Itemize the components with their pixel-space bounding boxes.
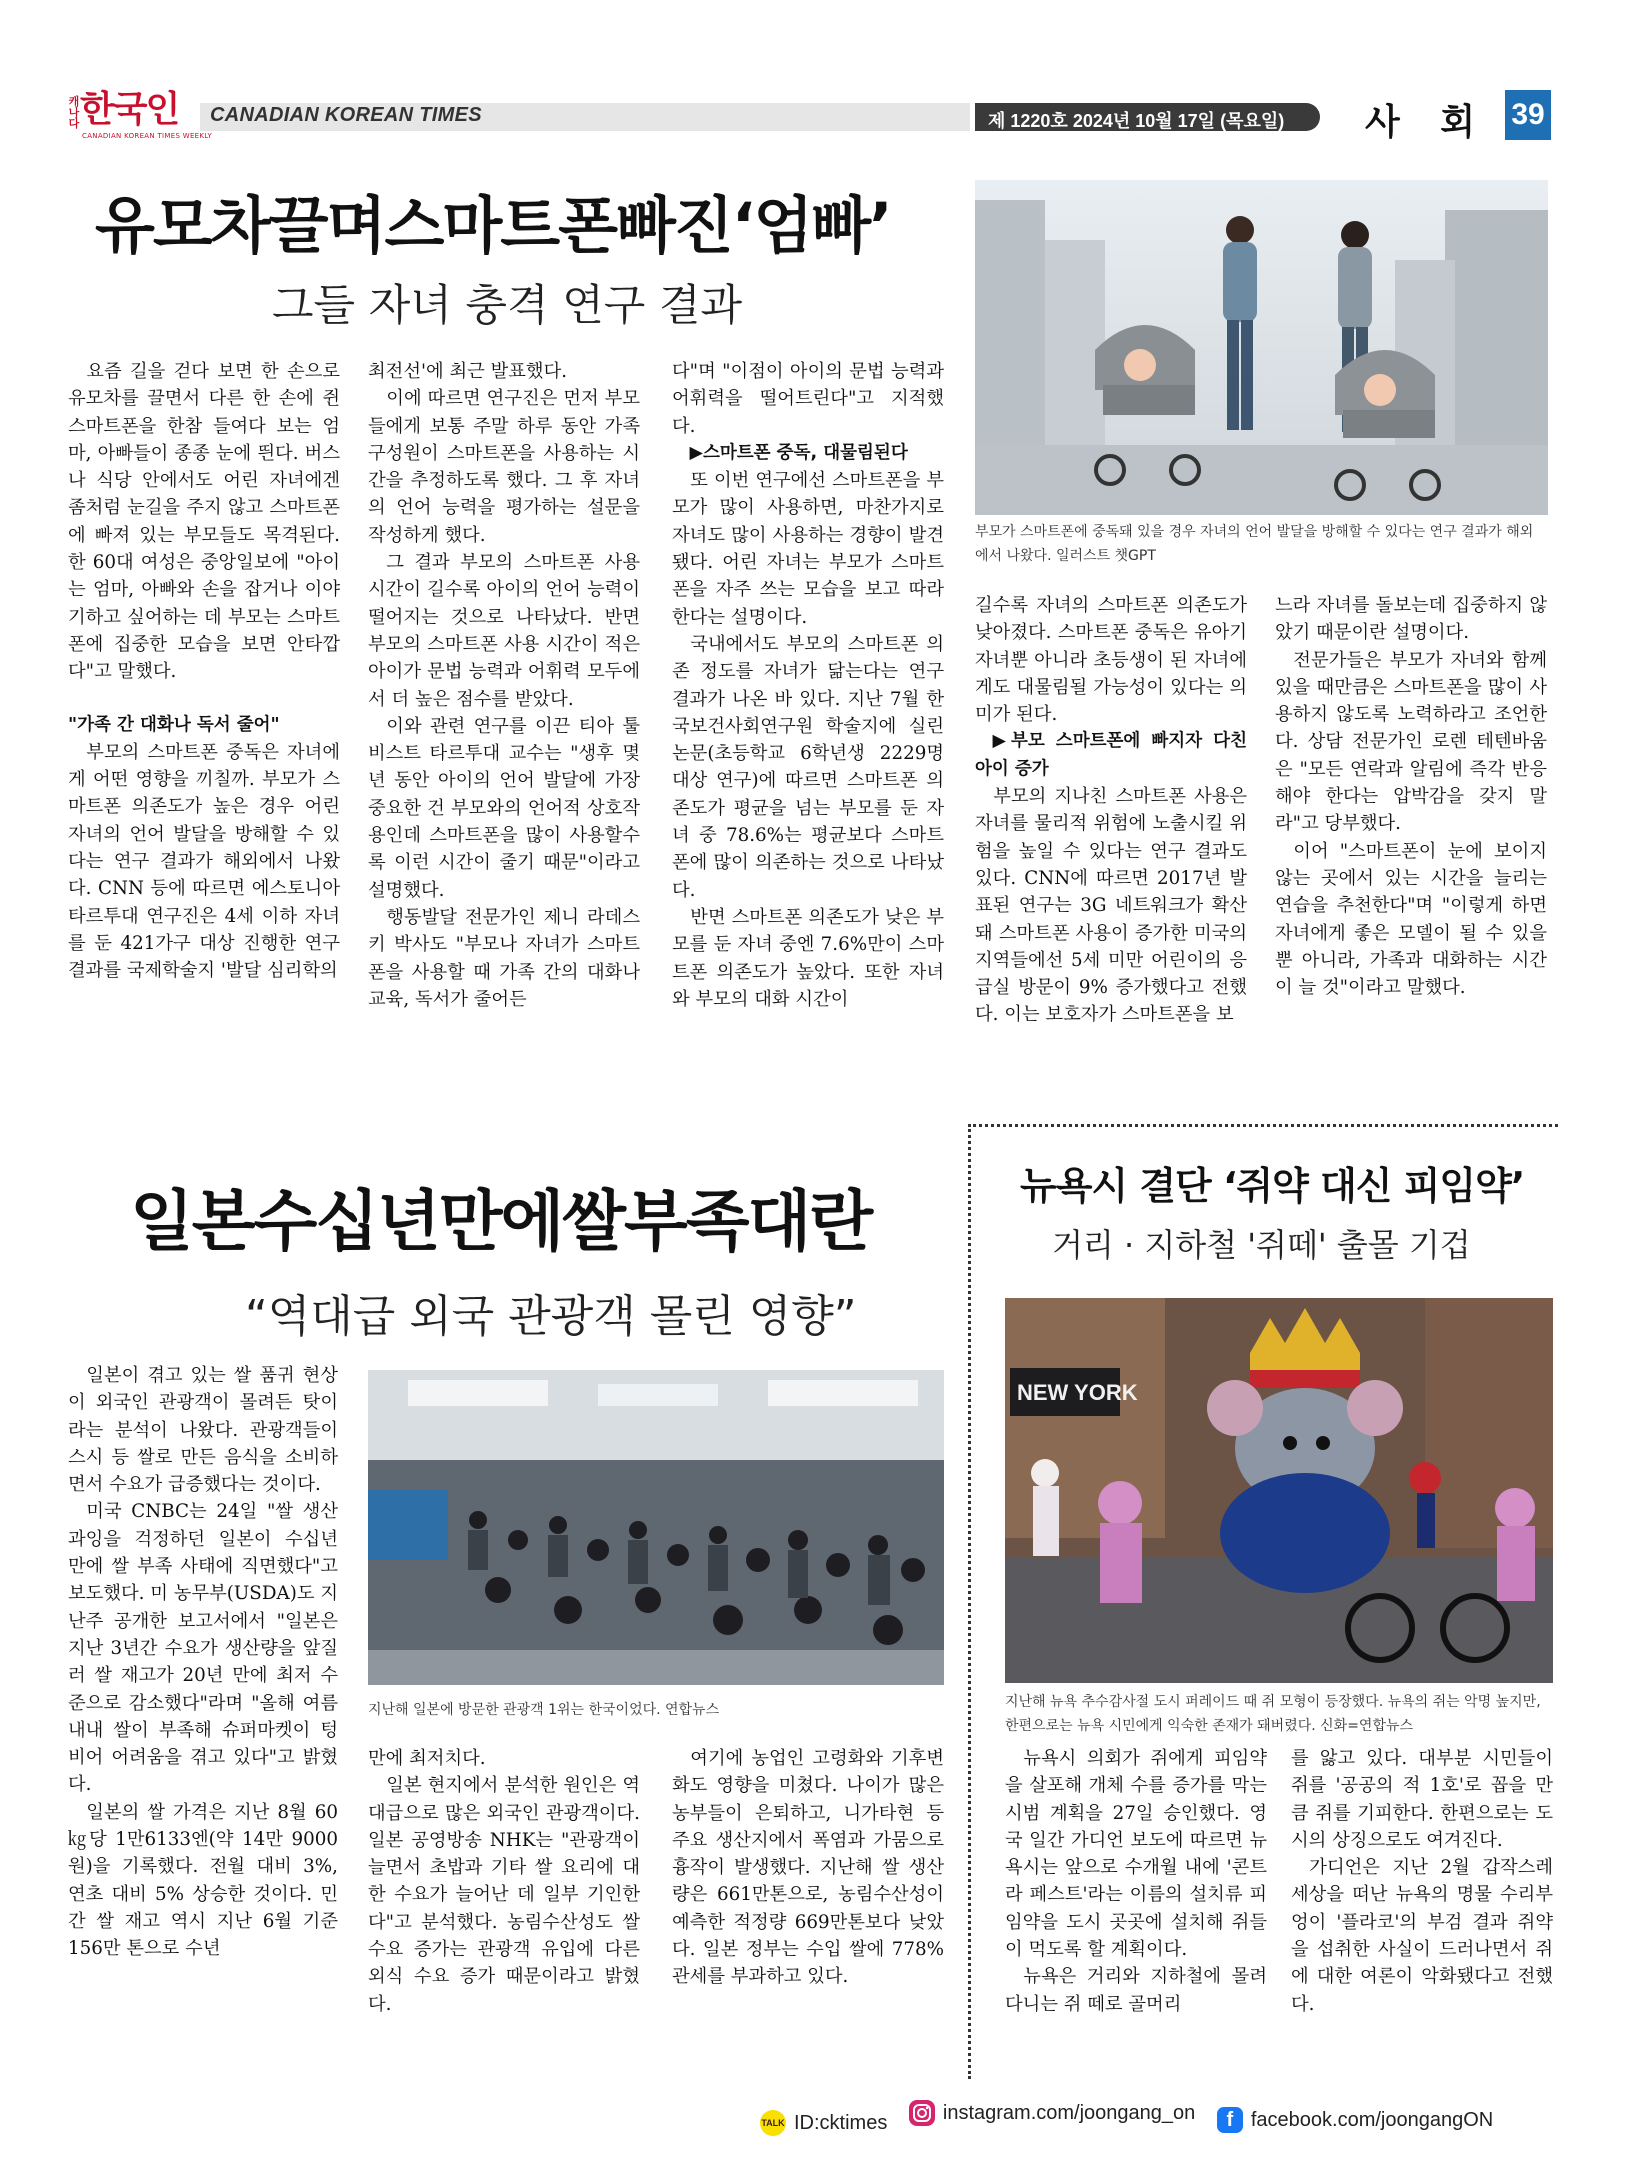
paragraph: 뉴욕시 의회가 쥐에게 피임약을 살포해 개체 수를 증가를 막는 시범 계획을 27일 승인했다. 영국 일간 가디언 보도에 따르면 뉴욕시는 앞으로 수개월 내에 '콘트라 페스트'라는 이름의 설치류 피임약을 도시 곳곳에 설치해 쥐들이 먹도록 할 계획이다. [1005,1748,1267,1961]
paragraph: 이어 "스마트폰이 눈에 보이지 않는 곳에서 있는 시간을 늘리는 연습을 추천한다"며 "이렇게 하면 자녀에게 좋은 모델이 될 수 있을 뿐 아니라, 가족과 대화하는 시간이 늘 것"이라고 말했다. [1275,840,1547,999]
paragraph: 국내에서도 부모의 스마트폰 의존 정도를 자녀가 닮는다는 연구 결과가 나온 바 있다. 지난 7월 한국보건사회연구원 학술지에 실린 논문(초등학교 6학년생 2229명 대상 연구)에 따르면 스마트폰 의존도가 평균을 넘는 부모를 둔 자녀 중 78.6%는 평균보다 스마트폰에 많이 의존하는 것으로 나타났다. [672,633,944,901]
paragraph: 가디언은 지난 2월 갑작스레 세상을 떠난 뉴욕의 명물 수리부엉이 '플라코'의 부검 결과 쥐약을 섭취한 사실이 드러나면서 쥐에 대한 여론이 악화됐다고 전했다. [1291,1857,1553,2015]
paragraph: 부모의 스마트폰 중독은 자녀에게 어떤 영향을 끼칠까. 부모가 스마트폰 의존도가 높은 경우 어린 자녀의 언어 발달을 방해할 수 있다는 연구 결과가 해외에서 나왔다. CNN 등에 따르면 에스토니아 타르투대 연구진은 4세 이하 자녀를 둔 421가구 대상 진행한 연구 결과를 국제학술지 '발달 심리학의 [68,741,340,982]
kakao-link[interactable] [760,2110,887,2136]
article1-illustration [975,180,1548,515]
article1-column-2 [368,358,640,1013]
article1-subheading-1: "가족 간 대화나 독서 줄어" [68,714,280,735]
kakao-id: ID:cktimes [794,2111,888,2134]
airport-crowd-photo [368,1370,944,1685]
article3-image-caption: 지난해 뉴욕 추수감사절 도시 퍼레이드 때 쥐 모형이 등장했다. 뉴욕의 쥐는 악명 높지만, 한편으로는 뉴욕 시민에게 익숙한 존재가 돼버렸다. 신화=연합뉴스 [1005,1694,1541,1734]
instagram-link[interactable] [909,2100,1195,2126]
article1-image-caption: 부모가 스마트폰에 중독돼 있을 경우 자녀의 언어 발달을 방해할 수 있다는 연구 결과가 해외에서 나왔다. 일러스트 챗GPT [975,524,1534,564]
instagram-icon [909,2100,935,2126]
article1-subheading-2: ▶스마트폰 중독, 대물림된다 [689,442,908,463]
article1-column-3 [672,358,944,1013]
article2-column-2 [368,1745,640,2018]
article1-column-4 [975,592,1247,1029]
paragraph: 여기에 농업인 고령화와 기후변화도 영향을 미쳤다. 나이가 많은 농부들이 은퇴하고, 니가타현 등 주요 생산지에서 폭염과 가뭄으로 흉작이 발생했다. 지난해 쌀 생산량은 661만톤으로, 농림수산성이 예측한 적정량 669만톤보다 낮았다. 일본 정부는 수입 쌀에 778% 관세를 부과하고 있다. [672,1748,944,1988]
paragraph: 느라 자녀를 돌보는데 집중하지 않았기 때문이란 설명이다. [1275,595,1547,644]
paragraph: 뉴욕은 거리와 지하철에 몰려다니는 쥐 떼로 골머리 [1005,1966,1267,2015]
paragraph: 부모의 지나친 스마트폰 사용은 자녀를 물리적 위험에 노출시킬 위험을 높일 수 있다는 연구 결과도 있다. CNN에 따르면 2017년 발표된 연구는 3G 네트워크가 확산돼 스마트폰 사용이 증가한 미국의 지역들에선 5세 미만 어린이의 응급실 방문이 9% 증가했다고 전했다. 이는 보호자가 스마트폰을 보 [975,786,1247,1026]
article1-column-5 [1275,592,1547,1001]
logo-main-text: 한국인 [80,89,179,130]
issue-date: 제 1220호 2024년 10월 17일 (목요일) [988,111,1285,131]
paragraph: 일본의 쌀 가격은 지난 8월 60㎏당 1만6133엔(약 14만 9000원)을 기록했다. 전월 대비 3%, 연초 대비 5% 상승한 것이다. 민간 쌀 재고 역시 지난 6월 기준 156만 톤으로 수년 [68,1801,338,1960]
paragraph: 를 앓고 있다. 대부분 시민들이 쥐를 '공공의 적 1호'로 꼽을 만큼 쥐를 기피한다. 한편으로는 도시의 상징으로도 여겨진다. [1291,1748,1553,1851]
social-footer [760,2100,1509,2136]
paragraph: 행동발달 전문가인 제니 라데스키 박사도 "부모나 자녀가 스마트폰을 사용할 때 가족 간의 대화나 교육, 독서가 줄어든 [368,906,640,1010]
article1-column-1 [68,358,340,985]
parents-strollers-illustration [975,180,1548,515]
paragraph: 반면 스마트폰 의존도가 낮은 부모를 둔 자녀 중엔 7.6%만이 스마트폰 의존도가 높았다. 또한 자녀와 부모의 대화 시간이 [672,906,944,1010]
section-name: 사 회 [1365,101,1490,143]
article3-subhead: 거리 · 지하철 '쥐떼' 출몰 기겁 [1052,1226,1471,1264]
paragraph: 미국 CNBC는 24일 "쌀 생산 과잉을 걱정하던 일본이 수십년 만에 쌀 부족 사태에 직면했다"고 보도했다. 미 농무부(USDA)도 지난주 공개한 보고서에서 "일본은 지난 3년간 수요가 생산량을 앞질러 쌀 재고가 20년 만에 최저 수준으로 감소했다"라며 "올해 여름 내내 쌀이 부족해 슈퍼마켓이 텅 비어 어려움을 겪고 있다"고 밝혔다. [68,1501,338,1796]
newspaper-logo [68,89,213,140]
facebook-link[interactable] [1217,2107,1493,2133]
street-sign-text: NEW YORK [1017,1380,1138,1405]
masthead-title: CANADIAN KOREAN TIMES [210,104,482,126]
paragraph: 일본 현지에서 분석한 원인은 역대급으로 많은 외국인 관광객이다. 일본 공영방송 NHK는 "관광객이 늘면서 초밥과 기타 쌀 요리에 대한 수요가 늘어난 데 일부 기인한다"고 분석했다. 농림수산성도 쌀 수요 증가는 관광객 유입에 다른 외식 수요 증가 때문이라고 밝혔다. [368,1775,640,2015]
article1-headline: 유모차끌며스마트폰빠진‘엄빠’ [95,189,891,262]
instagram-handle: instagram.com/joongang_on [942,2101,1196,2124]
article3-column-2 [1291,1745,1553,2018]
article3-headline: 뉴욕시 결단 ‘쥐약 대신 피임약’ [1020,1164,1525,1208]
logo-side-text: 캐나다 [68,95,80,130]
facebook-icon: f [1217,2107,1243,2133]
section-divider-horizontal [968,1124,1558,1127]
article2-photo [368,1370,944,1685]
paragraph: 다"며 "이점이 아이의 문법 능력과 어휘력을 떨어트린다"고 지적했다. [672,361,944,437]
article1-subheading-3: ▶부모 스마트폰에 빠지자 다친 아이 증가 [975,731,1247,779]
article2-subhead: “역대급 외국 관광객 몰린 영향” [245,1291,857,1342]
paragraph: 전문가들은 부모가 자녀와 함께 있을 때만큼은 스마트폰을 많이 사용하지 않도록 노력하라고 조언한다. 상담 전문가인 로렌 테텐바움은 "모든 연락과 알림에 즉각 반응해야 한다는 압박감을 갖지 말라"고 당부했다. [1275,649,1547,835]
article2-column-1 [68,1362,338,1963]
page-number: 39 [1505,90,1551,140]
facebook-handle: facebook.com/joongangON [1250,2108,1494,2131]
logo-sub-text: CANADIAN KOREAN TIMES WEEKLY [82,132,213,140]
paragraph: 이와 관련 연구를 이끈 티아 툴비스트 타르투대 교수는 "생후 몇 년 동안 아이의 언어 발달에 가장 중요한 건 부모와의 언어적 상호작용인데 스마트폰을 많이 사용할수록 이런 시간이 줄기 때문"이라고 설명했다. [368,715,640,901]
paragraph: 길수록 자녀의 스마트폰 의존도가 낮아졌다. 스마트폰 중독은 유아기 자녀뿐 아니라 초등생이 된 자녀에게도 대물림될 가능성이 있다는 의미가 된다. [975,595,1247,726]
article1-subhead: 그들 자녀 충격 연구 결과 [272,281,743,331]
article3-column-1 [1005,1745,1267,2018]
paragraph: 요즘 길을 걷다 보면 한 손으로 유모차를 끌면서 다른 한 손에 쥔 스마트폰을 한참 들여다 보는 엄마, 아빠들이 종종 눈에 띈다. 버스나 식당 안에서도 어린 자녀에겐 좀처럼 눈길을 주지 않고 스마트폰에 빠져 있는 부모들도 목격된다. 한 60대 여성은 중앙일보에 "아이는 엄마, 아빠와 손을 잡거나 이야기하고 싶어하는 데 부모는 스마트폰에 집중한 모습을 보면 안타깝다"고 말했다. [68,361,340,683]
parade-rat-photo [1005,1298,1553,1683]
instagram-glyph [909,2100,935,2126]
section-divider-vertical [968,1124,971,2079]
article2-image-caption: 지난해 일본에 방문한 관광객 1위는 한국이었다. 연합뉴스 [368,1702,720,1718]
article2-column-3 [672,1745,944,1991]
article3-photo [1005,1298,1553,1683]
paragraph: 최전선'에 최근 발표했다. [368,361,568,382]
paragraph: 이에 따르면 연구진은 먼저 부모들에게 보통 주말 하루 동안 가족 구성원이 스마트폰을 사용하는 시간을 추정하도록 했다. 그 후 자녀의 언어 능력을 평가하는 설문을 작성하게 했다. [368,388,640,546]
paragraph: 일본이 겪고 있는 쌀 품귀 현상이 외국인 관광객이 몰려든 탓이라는 분석이 나왔다. 관광객들이 스시 등 쌀로 만든 음식을 소비하면서 수요가 급증했다는 것이다. [68,1365,338,1496]
paragraph: 만에 최저치다. [368,1748,486,1769]
paragraph: 그 결과 부모의 스마트폰 사용 시간이 길수록 아이의 언어 능력이 떨어지는 것으로 나타났다. 반면 부모의 스마트폰 사용 시간이 적은 아이가 문법 능력과 어휘력 모두에서 더 높은 점수를 받았다. [368,552,640,710]
article2-headline: 일본수십년만에쌀부족대란 [130,1183,872,1260]
kakao-talk-icon: TALK [760,2110,786,2136]
paragraph: 또 이번 연구에선 스마트폰을 부모가 많이 사용하면, 마찬가지로 자녀도 많이 사용하는 경향이 발견됐다. 어린 자녀는 부모가 스마트폰을 자주 쓰는 모습을 보고 따라한다는 설명이다. [672,470,944,628]
